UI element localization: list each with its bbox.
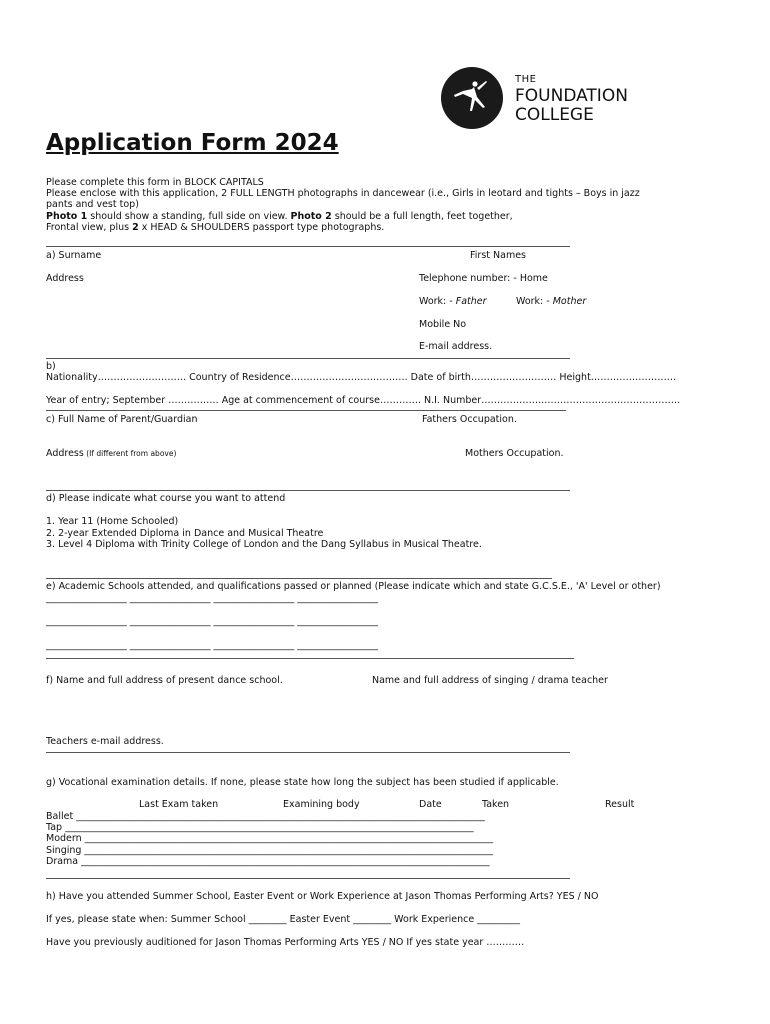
- intro-line-1: Please complete this form in BLOCK CAPITALS: [46, 177, 264, 188]
- divider: [46, 578, 552, 579]
- entry-details-line: Year of entry; September ……………. Age at commencement of course…………. N.I. Number………………..…………………………………….: [46, 395, 681, 406]
- divider: [46, 358, 570, 359]
- intro-line-4: [46, 211, 513, 222]
- course-heading: d) Please indicate what course you want to attend: [46, 493, 286, 504]
- divider: [46, 490, 570, 491]
- col-examining-body: Examining body: [283, 799, 360, 810]
- tap-row: Tap ______________________________________________________________________________________: [46, 822, 474, 833]
- photos-count: 2: [132, 222, 139, 233]
- course-option-3: 3. Level 4 Diploma with Trinity College of London and the Dang Syllabus in Musical Theatre.: [46, 539, 482, 550]
- parent-address-note: (If different from above): [83, 449, 177, 458]
- drama-row: Drama ______________________________________________________________________________________: [46, 856, 490, 867]
- work-father-label: [419, 296, 487, 307]
- logo-foundation: FOUNDATION: [515, 86, 628, 106]
- photo1-text: should show a standing, full side on view.: [87, 211, 291, 222]
- course-option-2: 2. 2-year Extended Diploma in Dance and Musical Theatre: [46, 528, 324, 539]
- photo2-text: should be a full length, feet together,: [331, 211, 513, 222]
- work-prefix: Work: -: [516, 296, 553, 307]
- photo2-label: Photo 2: [290, 211, 332, 222]
- intro-line-5: [46, 222, 384, 233]
- divider: [46, 658, 574, 659]
- photos-text-c: x HEAD & SHOULDERS passport type photographs.: [138, 222, 385, 233]
- col-result: Result: [605, 799, 635, 810]
- col-last-exam: Last Exam taken: [139, 799, 219, 810]
- fathers-occupation-label: Fathers Occupation.: [422, 414, 517, 425]
- course-option-1: 1. Year 11 (Home Schooled): [46, 516, 179, 527]
- divider: [46, 752, 570, 753]
- col-date: Date: [419, 799, 442, 810]
- parent-address-text: Address: [46, 448, 84, 459]
- mobile-label: Mobile No: [419, 319, 467, 330]
- father-label: Father: [455, 296, 487, 307]
- singing-teacher-label: Name and full address of singing / drama teacher: [372, 675, 608, 686]
- surname-label: a) Surname: [46, 250, 102, 261]
- ballet-row: Ballet ______________________________________________________________________________________: [46, 811, 485, 822]
- page-title: Application Form 2024: [46, 130, 339, 156]
- summer-school-question: h) Have you attended Summer School, Easter Event or Work Experience at Jason Thomas Performing Arts? YES / NO: [46, 891, 599, 902]
- email-label: E-mail address.: [419, 341, 493, 352]
- intro-line-3: pants and vest top): [46, 199, 139, 210]
- if-yes-line: If yes, please state when: Summer School ________ Easter Event ________ Work Experience _________: [46, 914, 520, 925]
- photo1-label: Photo 1: [46, 211, 88, 222]
- divider: [46, 410, 566, 411]
- intro-line-2: Please enclose with this application, 2 FULL LENGTH photographs in dancewear (i.e., Girls in leotard and tights – Boys in jazz: [46, 188, 640, 199]
- divider: [46, 246, 570, 247]
- divider: [46, 878, 570, 879]
- logo-college: COLLEGE: [515, 105, 594, 125]
- photos-text-a: Frontal view, plus: [46, 222, 133, 233]
- first-names-label: First Names: [470, 250, 526, 261]
- work-prefix: Work: -: [419, 296, 456, 307]
- logo-the: THE: [515, 74, 537, 85]
- college-logo-mark: [441, 67, 503, 129]
- section-b-label: b): [46, 361, 56, 372]
- address-label: Address: [46, 273, 84, 284]
- col-taken: Taken: [482, 799, 510, 810]
- mother-label: Mother: [552, 296, 587, 307]
- telephone-home-label: Telephone number: - Home: [419, 273, 548, 284]
- parent-address-label: [46, 448, 176, 459]
- modern-row: Modern ______________________________________________________________________________________: [46, 833, 494, 844]
- dance-school-label: f) Name and full address of present dance school.: [46, 675, 283, 686]
- academic-blank-row-2: _________________ _________________ _________________ _________________: [46, 616, 379, 627]
- auditioned-line: Have you previously auditioned for Jason Thomas Performing Arts YES / NO If yes state year …………: [46, 937, 525, 948]
- work-mother-label: [516, 296, 586, 307]
- academic-heading: e) Academic Schools attended, and qualifications passed or planned (Please indicate which and state G.C.S.E., 'A' Level or other): [46, 581, 661, 592]
- parent-guardian-label: c) Full Name of Parent/Guardian: [46, 414, 198, 425]
- mothers-occupation-label: Mothers Occupation.: [465, 448, 564, 459]
- singing-row: Singing ______________________________________________________________________________________: [46, 845, 493, 856]
- teachers-email-label: Teachers e-mail address.: [46, 736, 164, 747]
- dancer-icon: [441, 67, 503, 129]
- personal-details-line: Nationality………………………. Country of Residence………………………………. Date of birth……………………… Height………………………: [46, 372, 677, 383]
- academic-blank-row-1: _________________ _________________ _________________ _________________: [46, 593, 379, 604]
- academic-blank-row-3: _________________ _________________ _________________ _________________: [46, 640, 379, 651]
- vocational-heading: g) Vocational examination details. If none, please state how long the subject has been studied if applicable.: [46, 777, 559, 788]
